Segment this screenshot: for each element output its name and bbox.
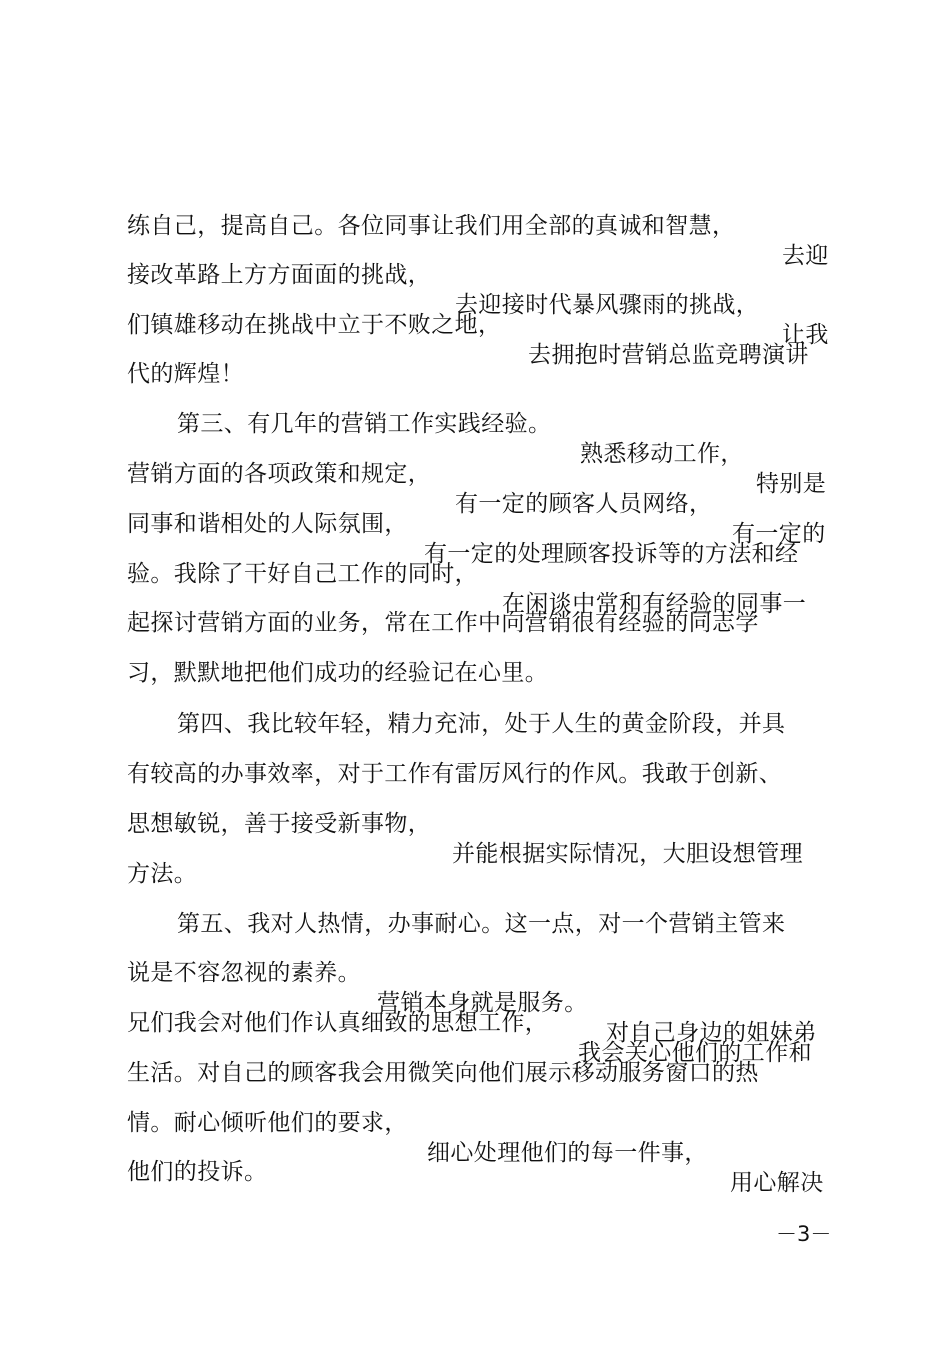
text-segment: 说是不容忽视的素养。 <box>127 960 361 986</box>
text-segment: 第三、有几年的营销工作实践经验。 <box>177 411 552 437</box>
text-segment: 熟悉移动工作， <box>580 441 744 467</box>
text-segment: 去迎接时代暴风骤雨的挑战， <box>455 292 760 318</box>
text-segment: 兄们我会对他们作认真细致的思想工作， <box>127 1010 549 1036</box>
text-segment: 们镇雄移动在挑战中立于不败之地， <box>127 312 502 338</box>
text-segment: 他们的投诉。 <box>127 1159 268 1185</box>
text-segment: 去迎 <box>782 243 829 269</box>
text-segment: 有一定的 <box>732 521 826 547</box>
text-segment: 我会关心他们的工作和 <box>578 1040 812 1066</box>
text-segment: 练自己，提高自己。各位同事让我们用全部的真诚和智慧， <box>127 213 736 239</box>
text-segment: 细心处理他们的每一件事， <box>427 1140 708 1166</box>
text-segment: 验。我除了干好自己工作的同时， <box>127 561 478 587</box>
text-segment: 用心解决 <box>730 1170 824 1196</box>
text-segment: 让我 <box>782 322 829 348</box>
text-segment: 代的辉煌！ <box>127 361 244 387</box>
text-segment: 起探讨营销方面的业务，常在工作中向营销很有经验的同志学 <box>127 610 759 636</box>
text-segment: 接改革路上方方面面的挑战， <box>127 262 432 288</box>
text-segment: 对自己身边的姐妹弟 <box>606 1020 817 1046</box>
text-segment: 第四、我比较年轻，精力充沛，处于人生的黄金阶段，并具 <box>177 711 786 737</box>
text-segment: 并能根据实际情况，大胆设想管理 <box>452 841 803 867</box>
text-segment: 方法。 <box>127 861 198 887</box>
text-segment: 营销方面的各项政策和规定， <box>127 461 432 487</box>
text-segment: 第五、我对人热情，办事耐心。这一点，对一个营销主管来 <box>177 911 786 937</box>
text-segment: 在闲谈中常和有经验的同事一 <box>502 591 807 617</box>
text-segment: 习，默默地把他们成功的经验记在心里。 <box>127 660 549 686</box>
text-segment: 思想敏锐，善于接受新事物， <box>127 811 432 837</box>
text-segment: 营销本身就是服务。 <box>377 990 588 1016</box>
text-segment: 去拥抱时营销总监竞聘演讲 <box>528 342 809 368</box>
text-segment: 有一定的顾客人员网络， <box>455 491 713 517</box>
text-line <box>0 1127 268 1217</box>
page-number: －3－ <box>776 1222 832 1246</box>
text-segment: 有较高的办事效率，对于工作有雷厉风行的作风。我敢于创新、 <box>127 761 783 787</box>
text-segment: 情。耐心倾听他们的要求， <box>127 1110 408 1136</box>
text-segment: 生活。对自己的顾客我会用微笑向他们展示移动服务窗口的热 <box>127 1060 759 1086</box>
text-segment: 有一定的处理顾客投诉等的方法和经 <box>424 541 799 567</box>
text-segment: 特别是 <box>756 471 827 497</box>
text-segment: 同事和谐相处的人际氛围， <box>127 511 408 537</box>
